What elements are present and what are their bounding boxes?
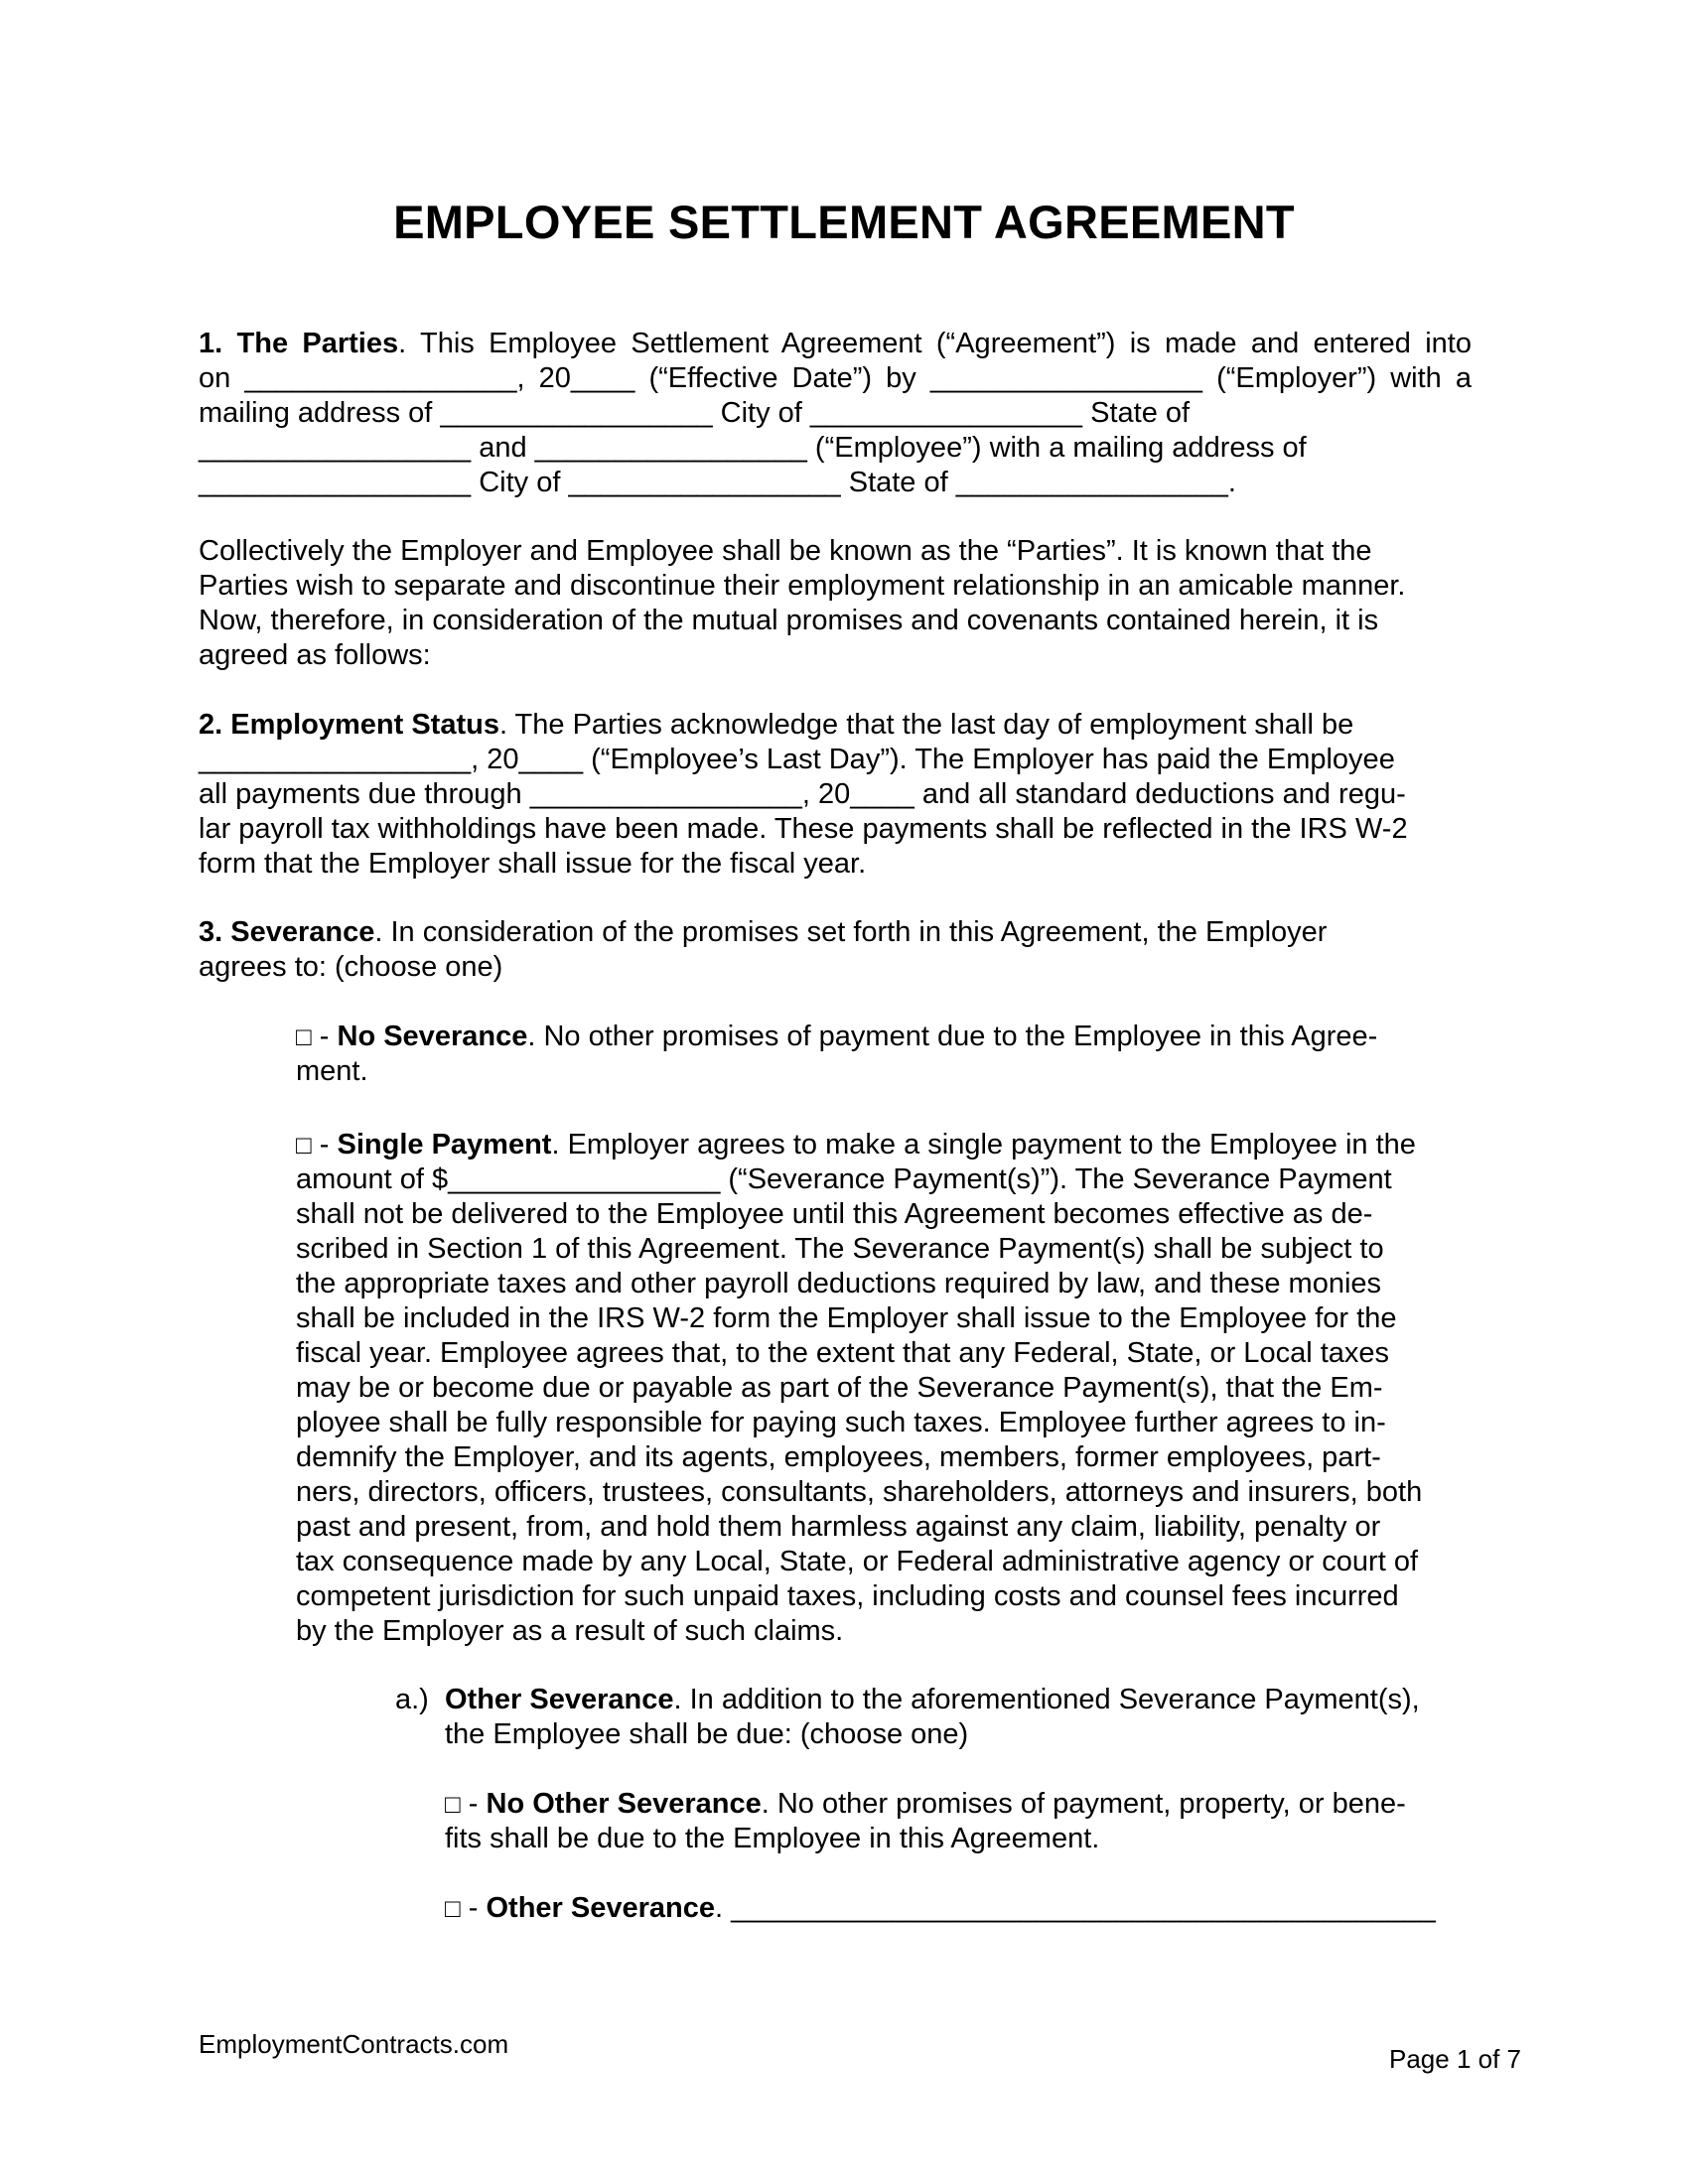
option-other-severance bbox=[445, 1891, 1477, 1926]
option-single-payment-line: past and present, from, and hold them harmless against any claim, liability, penalty or bbox=[296, 1511, 1381, 1543]
subsection-other-severance-text bbox=[445, 1683, 1477, 1752]
other-severance-label: Other Severance bbox=[486, 1892, 716, 1924]
option-single-payment-line: shall be included in the IRS W-2 form the Employer shall issue to the Employee for the bbox=[296, 1302, 1397, 1334]
other-severance-blank[interactable]: . ____________________________________________ bbox=[715, 1892, 1436, 1924]
option-single-payment-line: by the Employer as a result of such claims. bbox=[296, 1615, 844, 1647]
other-severance-checkbox[interactable]: □ bbox=[445, 1893, 461, 1923]
option-single-payment-line: competent jurisdiction for such unpaid taxes, including costs and counsel fees incurred bbox=[296, 1580, 1399, 1612]
recitals-paragraph bbox=[199, 534, 1472, 673]
option-single-payment-line: scribed in Section 1 of this Agreement. The Severance Payment(s) shall be subject to bbox=[296, 1233, 1384, 1265]
section-employment-status-line: _________________, 20____ (“Employee’s Last Day”). The Employer has paid the Employee bbox=[199, 744, 1395, 775]
section-employment-status-heading: 2. Employment Status bbox=[199, 709, 499, 741]
section-employment-status-line: all payments due through _________________, 20____ and all standard deductions and regu- bbox=[199, 778, 1406, 810]
single-payment-label: Single Payment bbox=[337, 1129, 552, 1160]
option-single-payment-line: may be or become due or payable as part of the Severance Payment(s), that the Em- bbox=[296, 1372, 1383, 1404]
option-single-payment-line: □ - Single Payment. Employer agrees to make a single payment to the Employee in the bbox=[296, 1129, 1416, 1160]
section-parties-line: _________________ City of _________________ State of _________________. bbox=[199, 467, 1236, 498]
option-single-payment-line: shall not be delivered to the Employee until this Agreement becomes effective as de- bbox=[296, 1198, 1373, 1230]
option-single-payment-line: fiscal year. Employee agrees that, to the extent that any Federal, State, or Local taxes bbox=[296, 1337, 1390, 1369]
section-parties-line: on _________________, 20____ (“Effective Date”) by _________________ (“Employer”) with a bbox=[199, 362, 1472, 394]
section-parties bbox=[199, 327, 1472, 500]
document-title: EMPLOYEE SETTLEMENT AGREEMENT bbox=[393, 196, 1295, 248]
section-severance-line: agrees to: (choose one) bbox=[199, 951, 503, 983]
no-other-severance-label: No Other Severance bbox=[486, 1788, 762, 1820]
option-no-severance-line: ment. bbox=[296, 1055, 368, 1087]
no-severance-label: No Severance bbox=[337, 1021, 528, 1052]
section-parties-line: 1. The Parties. This Employee Settlement Agreement (“Agreement”) is made and entered into bbox=[199, 328, 1472, 359]
option-other-severance-line: □ - Other Severance. ____________________________________________ bbox=[445, 1892, 1436, 1924]
section-employment-status bbox=[199, 708, 1472, 882]
subsection-marker: a.) bbox=[395, 1684, 429, 1715]
section-parties-line: mailing address of _________________ City of _________________ State of bbox=[199, 397, 1191, 429]
recitals-line: Now, therefore, in consideration of the mutual promises and covenants contained herein, it is bbox=[199, 605, 1379, 636]
option-single-payment-line: ployee shall be fully responsible for paying such taxes. Employee further agrees to in- bbox=[296, 1407, 1386, 1438]
subsection-other-severance-line: the Employee shall be due: (choose one) bbox=[445, 1718, 969, 1750]
no-severance-checkbox[interactable]: □ bbox=[296, 1022, 312, 1051]
section-employment-status-line: form that the Employer shall issue for the fiscal year. bbox=[199, 848, 867, 880]
single-payment-checkbox[interactable]: □ bbox=[296, 1130, 312, 1160]
section-severance bbox=[199, 915, 1472, 985]
option-no-other-severance bbox=[445, 1787, 1477, 1856]
option-no-severance-line: □ - No Severance. No other promises of payment due to the Employee in this Agree- bbox=[296, 1021, 1378, 1052]
option-single-payment-line: the appropriate taxes and other payroll deductions required by law, and these monies bbox=[296, 1268, 1382, 1299]
footer-page-number: Page 1 of 7 bbox=[1389, 2044, 1521, 2074]
section-parties-heading: 1. The Parties bbox=[199, 328, 399, 359]
option-no-other-severance-line: □ - No Other Severance. No other promises of payment, property, or bene- bbox=[445, 1788, 1406, 1820]
recitals-line: Collectively the Employer and Employee shall be known as the “Parties”. It is known that the bbox=[199, 535, 1372, 567]
option-no-other-severance-line: fits shall be due to the Employee in this Agreement. bbox=[445, 1823, 1100, 1854]
option-single-payment-line: demnify the Employer, and its agents, employees, members, former employees, part- bbox=[296, 1441, 1381, 1473]
option-no-severance bbox=[296, 1020, 1477, 1089]
no-other-severance-checkbox[interactable]: □ bbox=[445, 1789, 461, 1819]
subsection-other-severance-line: Other Severance. In addition to the aforementioned Severance Payment(s), bbox=[445, 1684, 1420, 1715]
footer-site: EmploymentContracts.com bbox=[199, 2029, 509, 2059]
section-employment-status-line: lar payroll tax withholdings have been made. These payments shall be reflected in the IRS W-2 bbox=[199, 813, 1408, 845]
section-parties-line: _________________ and _________________ (“Employee”) with a mailing address of bbox=[199, 432, 1307, 464]
section-severance-heading: 3. Severance bbox=[199, 916, 375, 948]
other-severance-heading: Other Severance bbox=[445, 1684, 674, 1715]
section-severance-line: 3. Severance. In consideration of the promises set forth in this Agreement, the Employer bbox=[199, 916, 1328, 948]
option-single-payment-line: amount of $_________________ (“Severance Payment(s)”). The Severance Payment bbox=[296, 1163, 1392, 1195]
recitals-line: agreed as follows: bbox=[199, 639, 431, 671]
option-single-payment-line: ners, directors, officers, trustees, consultants, shareholders, attorneys and insurers, both bbox=[296, 1476, 1423, 1508]
recitals-line: Parties wish to separate and discontinue their employment relationship in an amicable manner. bbox=[199, 570, 1406, 602]
section-employment-status-line: 2. Employment Status. The Parties acknowledge that the last day of employment shall be bbox=[199, 709, 1354, 741]
option-single-payment bbox=[296, 1128, 1477, 1649]
option-single-payment-line: tax consequence made by any Local, State, or Federal administrative agency or court of bbox=[296, 1546, 1419, 1577]
